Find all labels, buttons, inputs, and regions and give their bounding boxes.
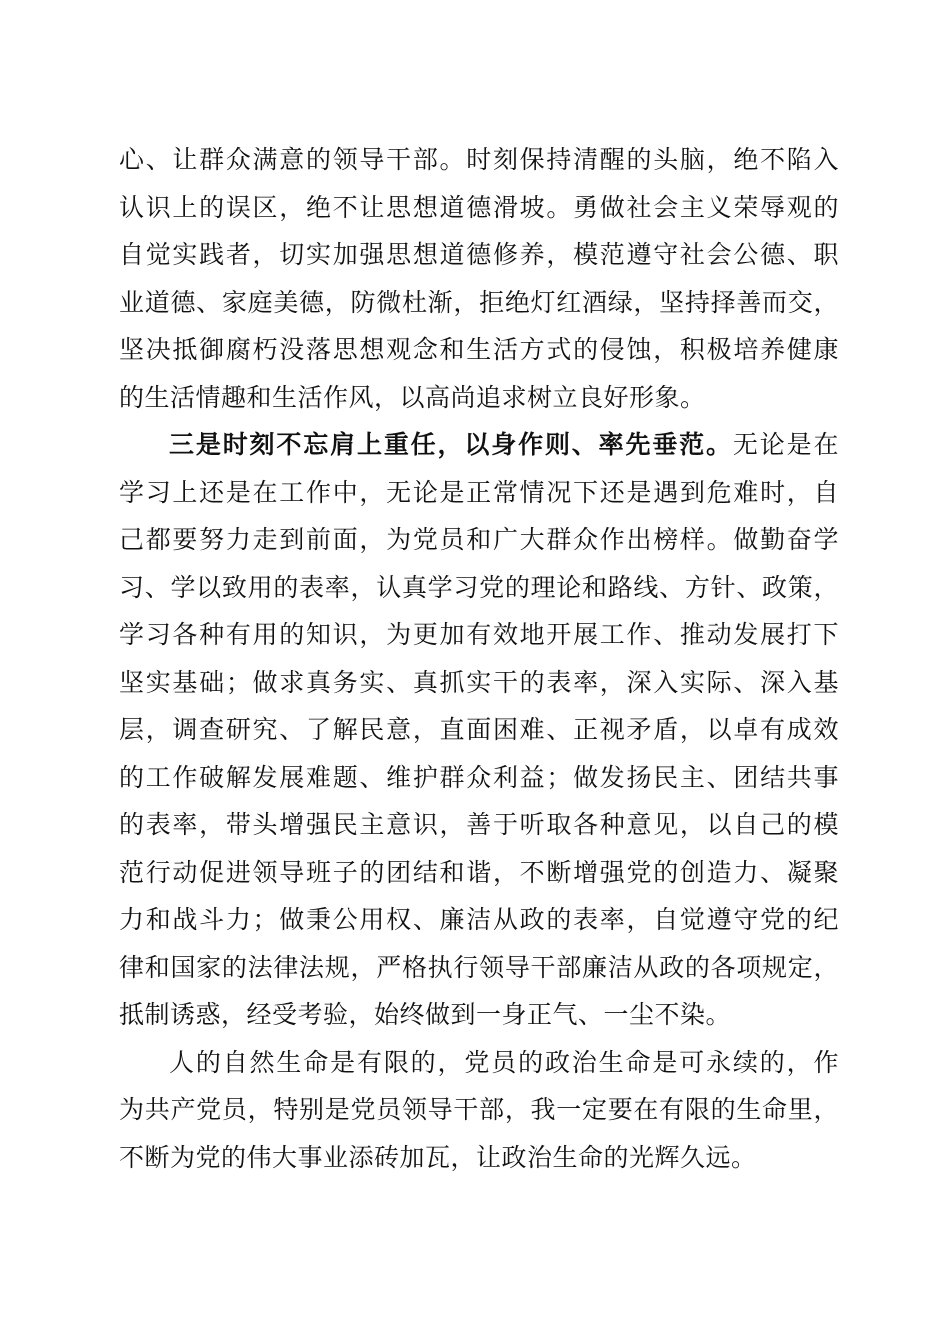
text-line: 抵制诱惑，经受考验，始终做到一身正气、一尘不染。 [119, 1000, 732, 1029]
text-line: 不断为党的伟大事业添砖加瓦，让政治生命的光辉久远。 [119, 1142, 757, 1172]
paragraph-first-line [119, 421, 839, 469]
text-line: 律和国家的法律法规，严格执行领导干部廉洁从政的各项规定， [119, 952, 839, 982]
text-line: 范行动促进领导班子的团结和谐，不断增强党的创造力、凝聚 [119, 857, 839, 887]
text-line: 自觉实践者，切实加强思想道德修养，模范遵守社会公德、职 [119, 240, 839, 269]
text-line: 的表率，带头增强民主意识，善于听取各种意见，以自己的模 [119, 810, 839, 839]
text-line: 学习上还是在工作中，无论是正常情况下还是遇到危难时，自 [119, 477, 839, 507]
paragraph-first-line: 人的自然生命是有限的，党员的政治生命是可永续的，作 [169, 1047, 839, 1077]
text-line: 为共产党员，特别是党员领导干部，我一定要在有限的生命里， [119, 1095, 839, 1124]
paragraph-2 [119, 421, 839, 1039]
paragraph-3 [119, 1039, 839, 1182]
document-body [119, 136, 839, 1181]
text-line: 坚决抵御腐朽没落思想观念和生活方式的侵蚀，积极培养健康 [119, 335, 839, 364]
text-line: 心、让群众满意的领导干部。时刻保持清醒的头脑，绝不陷入 [119, 145, 839, 174]
text-line: 力和战斗力；做秉公用权、廉洁从政的表率，自觉遵守党的纪 [119, 905, 839, 934]
text-line: 的生活情趣和生活作风，以高尚追求树立良好形象。 [119, 382, 706, 412]
paragraph-heading: 三是时刻不忘肩上重任，以身作则、率先垂范。 [169, 430, 733, 459]
paragraph-1 [119, 136, 839, 421]
text-line: 层，调查研究、了解民意，直面困难、正视矛盾，以卓有成效 [119, 715, 839, 744]
paragraph-lead-text: 无论是在 [732, 430, 839, 459]
text-line: 学习各种有用的知识，为更加有效地开展工作、推动发展打下 [119, 620, 839, 649]
text-line: 认识上的误区，绝不让思想道德滑坡。勇做社会主义荣辱观的 [119, 192, 839, 222]
text-line: 坚实基础；做求真务实、真抓实干的表率，深入实际、深入基 [119, 667, 839, 697]
text-line: 习、学以致用的表率，认真学习党的理论和路线、方针、政策， [119, 572, 839, 602]
text-line: 的工作破解发展难题、维护群众利益；做发扬民主、团结共事 [119, 762, 839, 792]
text-line: 业道德、家庭美德，防微杜渐，拒绝灯红酒绿，坚持择善而交， [119, 287, 839, 317]
text-line: 己都要努力走到前面，为党员和广大群众作出榜样。做勤奋学 [119, 525, 839, 554]
